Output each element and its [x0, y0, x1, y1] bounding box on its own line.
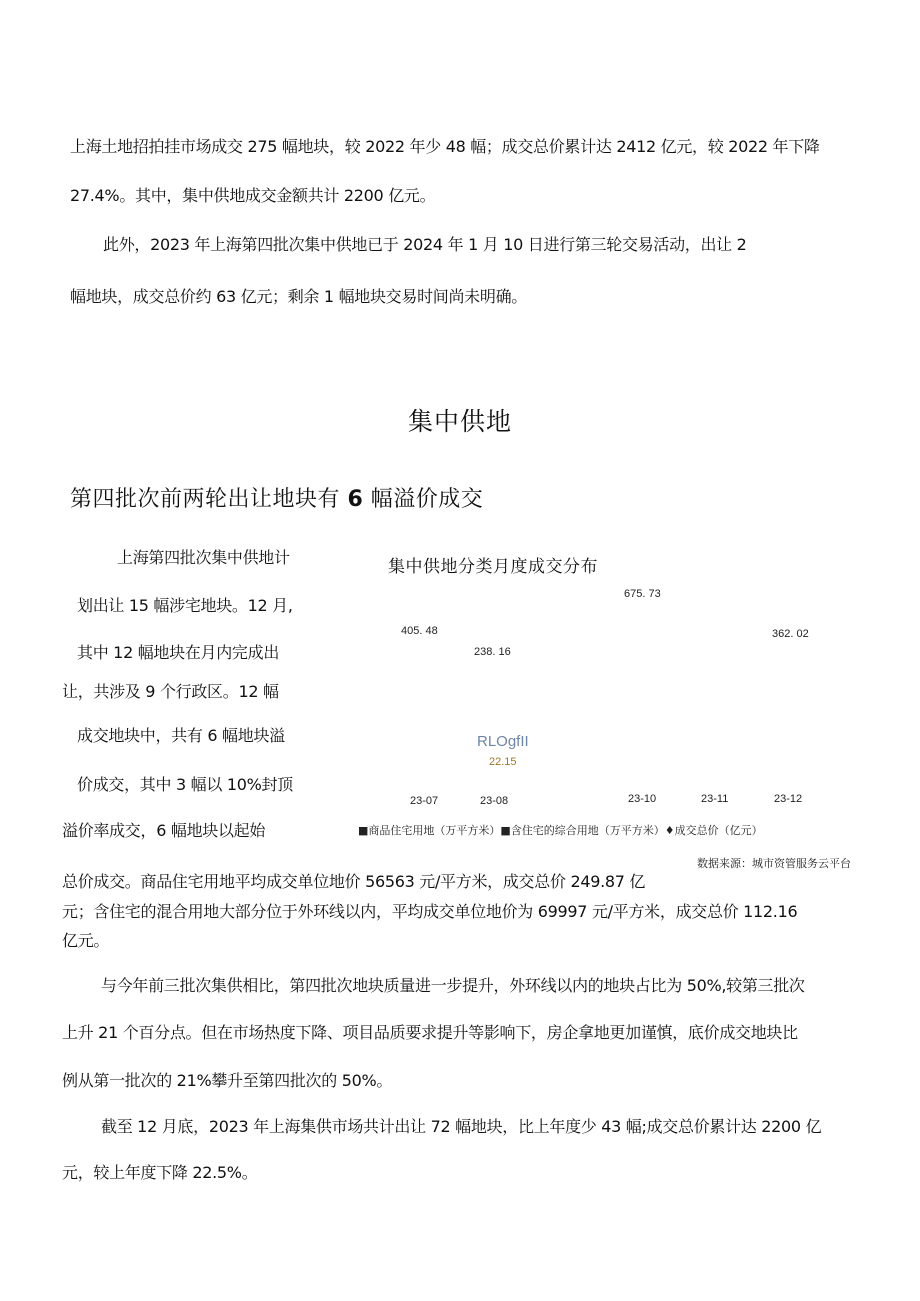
left-text-line-6: 价成交，其中 3 幅以 10%封顶	[77, 775, 293, 794]
sub-title-part-2: 幅溢价成交	[363, 487, 484, 512]
body-line-6: 例从第一批次的 21%攀升至第四批次的 50%。	[62, 1071, 393, 1090]
x-tick-label: 23-07	[410, 795, 439, 807]
garbled-label: RLOgfII	[477, 733, 529, 750]
x-tick-label: 23-08	[480, 795, 509, 807]
left-text-line-3: 其中 12 幅地块在月内完成出	[77, 643, 280, 662]
intro-line-3: 此外，2023 年上海第四批次集中供地已于 2024 年 1 月 10 日进行第三轮交易活动，出让 2	[103, 235, 747, 254]
sub-title-number: 6	[347, 487, 364, 512]
body-line-8: 元，较上年度下降 22.5%。	[62, 1163, 258, 1182]
section-title: 集中供地	[407, 407, 512, 436]
value-label-23-12: 362. 02	[772, 628, 809, 640]
left-text-line-1: 上海第四批次集中供地计	[117, 548, 290, 567]
intro-line-1: 上海土地招拍挂市场成交 275 幅地块，较 2022 年少 48 幅；成交总价累计达 2412 亿元，较 2022 年下降	[70, 137, 820, 156]
left-text-line-4: 让，共涉及 9 个行政区。12 幅	[62, 682, 279, 701]
value-label-23-08: 238. 16	[474, 646, 511, 658]
intro-line-4: 幅地块，成交总价约 63 亿元；剩余 1 幅地块交易时间尚未明确。	[70, 287, 527, 306]
sub-title-part-1: 第四批次前两轮出让地块有	[70, 487, 348, 512]
body-line-4: 与今年前三批次集供相比，第四批次地块质量进一步提升，外环线以内的地块占比为 50%,较第三批次	[101, 976, 805, 995]
body-line-2: 元；含住宅的混合用地大部分位于外环线以内，平均成交单位地价为 69997 元/平方米，成交总价 112.16	[62, 902, 798, 921]
body-line-1: 总价成交。商品住宅用地平均成交单位地价 56563 元/平方米，成交总价 249.87 亿	[62, 872, 646, 891]
body-line-7: 截至 12 月底，2023 年上海集供市场共计出让 72 幅地块，比上年度少 43 幅;成交总价累计达 2200 亿	[101, 1117, 822, 1136]
left-text-line-2: 划出让 15 幅涉宅地块。12 月,	[77, 596, 293, 615]
source-note: 数据来源：城市资管服务云平台	[697, 857, 851, 870]
intro-line-2: 27.4%。其中，集中供地成交金额共计 2200 亿元。	[70, 186, 436, 205]
body-line-3: 亿元。	[62, 931, 110, 950]
chart	[350, 540, 890, 840]
chart-legend: ■商品住宅用地（万平方米）■含住宅的综合用地（万平方米）♦成交总价（亿元）	[358, 824, 763, 837]
x-tick-label: 23-11	[701, 793, 729, 805]
small-value-label: 22.15	[489, 756, 517, 768]
chart-title: 集中供地分类月度成交分布	[388, 557, 598, 577]
value-label-23-10: 675. 73	[624, 588, 661, 600]
value-label-23-07: 405. 48	[401, 625, 438, 637]
body-line-5: 上升 21 个百分点。但在市场热度下降、项目品质要求提升等影响下，房企拿地更加谨慎，底价成交地块比	[62, 1023, 798, 1042]
x-tick-label: 23-10	[628, 793, 657, 805]
x-tick-label: 23-12	[774, 793, 803, 805]
left-text-line-5: 成交地块中，共有 6 幅地块溢	[77, 726, 285, 745]
sub-title	[70, 482, 483, 513]
left-text-line-7: 溢价率成交，6 幅地块以起始	[62, 821, 266, 840]
